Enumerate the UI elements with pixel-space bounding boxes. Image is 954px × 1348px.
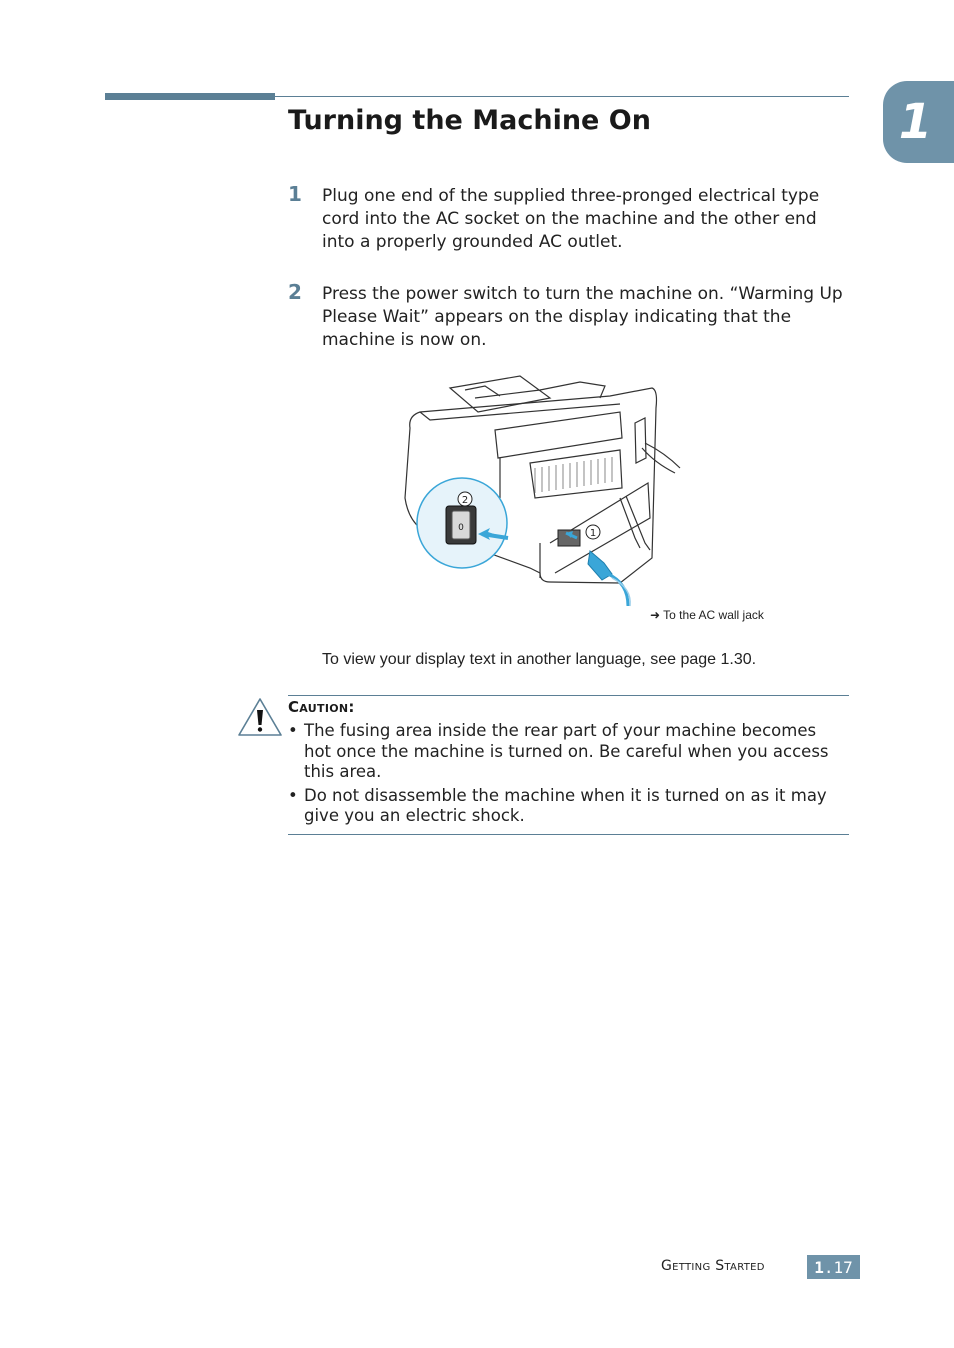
caution-item: • The fusing area inside the rear part of your machine becomes hot once the machine is turned on. Be careful when you access this area. <box>288 721 848 783</box>
step-text: Press the power switch to turn the machine on. “Warming Up Please Wait” appears on the display indicating that the machine is now on. <box>322 284 843 350</box>
caution-heading: Caution: <box>288 698 355 716</box>
step-2 <box>288 280 848 352</box>
machine-illustration <box>390 368 700 608</box>
page-number-value: .17 <box>823 1257 853 1277</box>
page-number <box>807 1255 860 1279</box>
caution-icon <box>237 697 283 737</box>
callout-2: 2 <box>461 495 469 506</box>
caution-item: • Do not disassemble the machine when it is turned on as it may give you an electric shock. <box>288 786 848 827</box>
header-rule-thin <box>275 96 849 97</box>
caution-rule-bottom <box>288 834 849 835</box>
step-text: Plug one end of the supplied three-pronged electrical type cord into the AC socket on the machine and the other end into a properly grounded AC outlet. <box>322 186 820 252</box>
header-rule-thick <box>105 93 275 100</box>
figure-caption: ➜ To the AC wall jack <box>650 608 764 622</box>
caution-list <box>288 721 848 830</box>
grille <box>535 457 612 493</box>
caution-rule-top <box>288 695 849 696</box>
step-number: 2 <box>288 280 302 304</box>
language-note: To view your display text in another language, see page 1.30. <box>322 651 757 668</box>
page-chapter: 1 <box>814 1257 824 1277</box>
footer-section: Getting Started <box>661 1258 765 1274</box>
step-1 <box>288 182 848 254</box>
callout-1: 1 <box>589 528 597 539</box>
page-title: Turning the Machine On <box>288 105 651 136</box>
chapter-tab: 1 <box>883 81 954 163</box>
switch-label: 0 <box>458 523 464 533</box>
step-number: 1 <box>288 182 302 206</box>
